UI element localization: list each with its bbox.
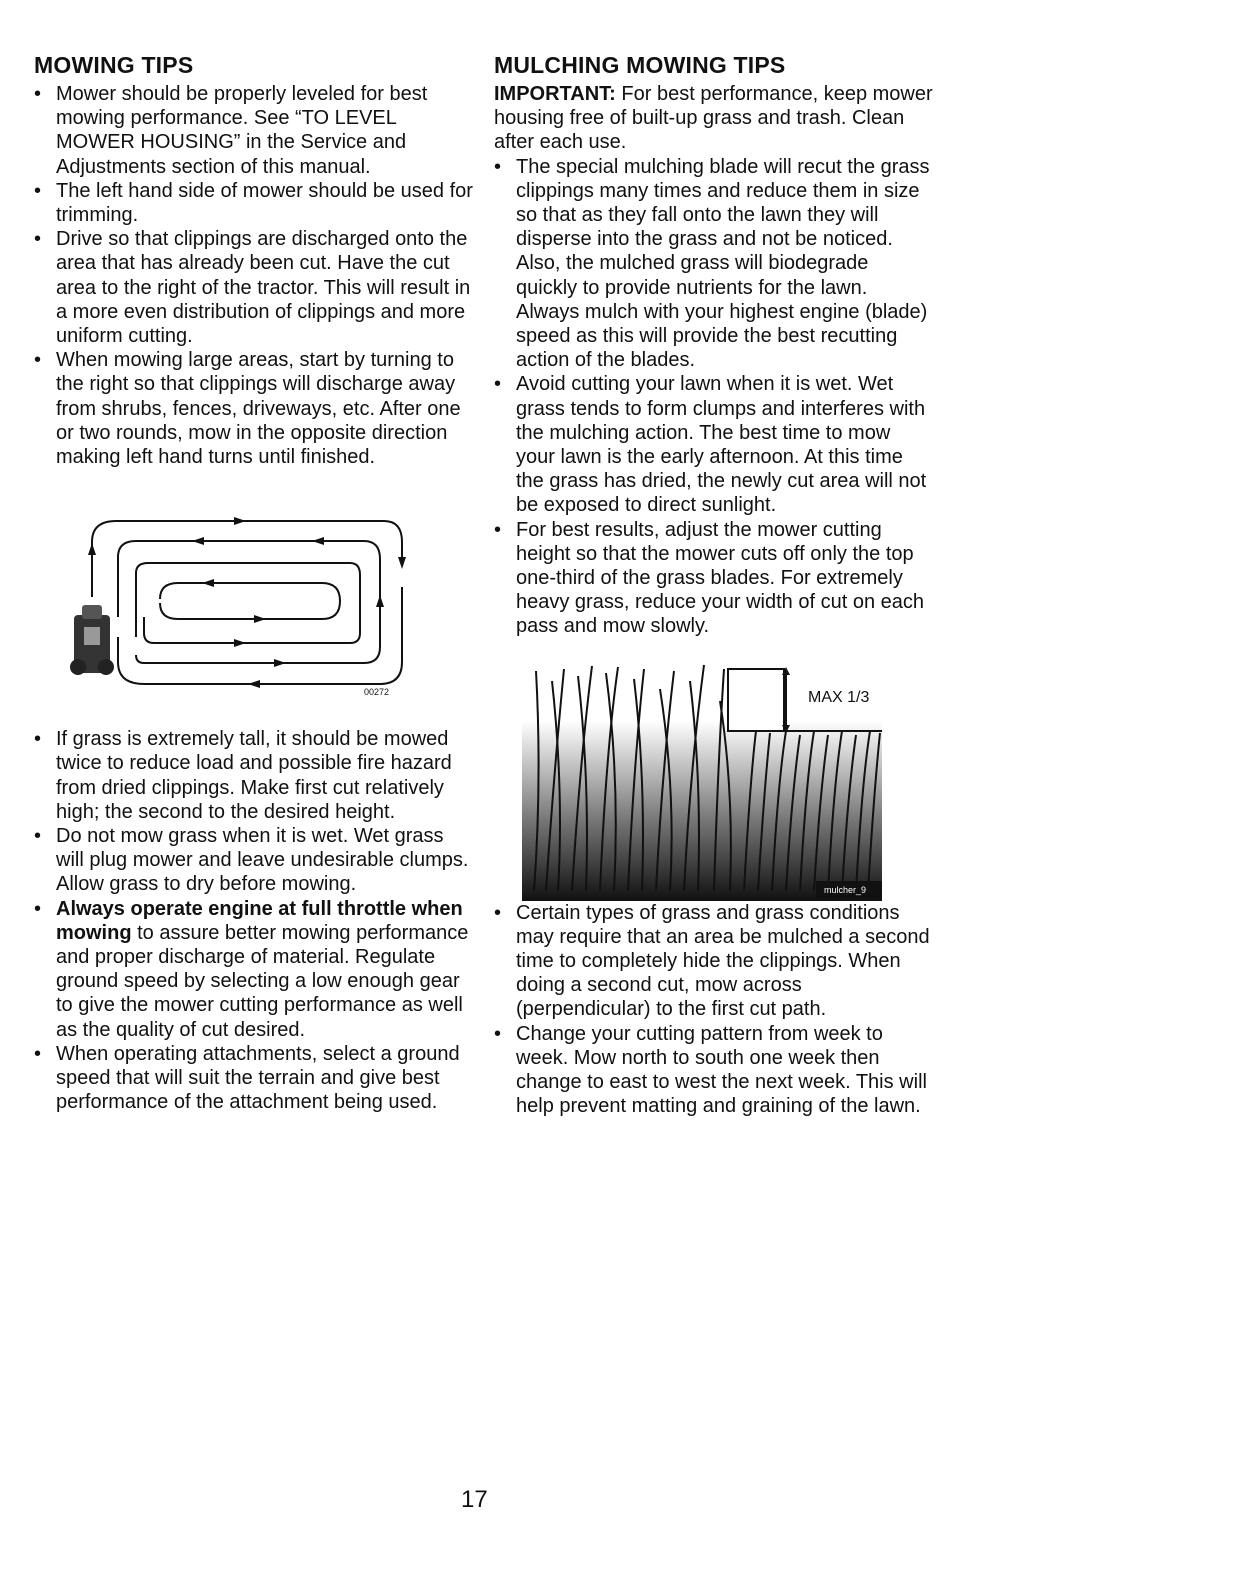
list-item: • When operating attachments, select a ground speed that will suit the terrain and give best performance of the attachment being used. [34,1042,460,1114]
bullet-icon: • [34,897,42,920]
figure-code: mulcher_9 [824,884,867,895]
bullet-icon: • [34,179,42,202]
list-item: • If grass is extremely tall, it should be mowed twice to reduce load and possible fire hazard from dried clippings. Make first cut relatively high; the second to the desired height. [34,728,452,823]
list-item: • Always operate engine at full throttle when mowing to assure better mowing performance and proper discharge of material. Regulate ground speed by selecting a low enough gear to give the mower cutting performance as well as the quality of cut desired. [34,897,469,1041]
page-number: 17 [461,1486,488,1513]
list-item: • Certain types of grass and grass conditions may require that an area be mulched a second time to completely hide the clippings. When doing a second cut, mow across (perpendicular) to the first cut path. [494,901,930,1021]
bullet-icon: • [494,1022,502,1045]
bullet-icon: • [494,518,502,541]
figure-code: 00272 [364,687,390,698]
mowing-pattern-svg [34,497,474,727]
left-column [34,50,474,1115]
list-item: • The special mulching blade will recut the grass clippings many times and reduce them in size so that as they fall onto the lawn they will disperse into the grass and not be noticed. Also, the mulched grass will biodegrade quickly to provide nutrients for the lawn. Always mulch with your highest engine (blade) speed as this will provide the best recutting action of the blades. [494,155,930,372]
list-item: • Drive so that clippings are discharged onto the area that has already been cut. Have the cut area to the right of the tractor. This will result in a more even distribution of clippings and more uniform cutting. [34,228,471,348]
bullet-icon: • [34,825,42,848]
tractor-icon [70,605,114,675]
right-column [494,50,934,1119]
bullet-icon: • [34,83,42,105]
bullet-icon: • [494,901,502,924]
mulching-tips-list [494,155,934,639]
bullet-icon: • [494,373,502,396]
mowing-pattern-diagram [34,497,474,727]
important-label: IMPORTANT: [494,83,616,105]
list-item: • When mowing large areas, start by turning to the right so that clippings will discharge away from shrubs, fences, driveways, etc. After one or two rounds, mow in the opposite direction making left hand turns until finished. [34,349,461,469]
bullet-icon: • [34,1042,42,1065]
bullet-icon: • [34,228,42,251]
list-item: • Change your cutting pattern from week to week. Mow north to south one week then change to east to west the next week. This will help prevent matting and graining of the lawn. [494,1022,927,1118]
mulching-tips-list-2 [494,901,934,1119]
bullet-icon: • [34,728,42,751]
important-note: IMPORTANT: For best performance, keep mower housing free of built-up grass and trash. Clean after each use. [494,83,933,154]
max-third-label: MAX 1/3 [808,688,870,706]
list-item: • Avoid cutting your lawn when it is wet. Wet grass tends to form clumps and interferes with the mulching action. The best time to mow your lawn is the early afternoon. At this time the grass has dried, the newly cut area will not be exposed to direct sunlight. [494,373,927,517]
bullet-icon: • [34,349,42,372]
list-item: • The left hand side of mower should be used for trimming. [34,179,473,227]
list-item: • Mower should be properly leveled for best mowing performance. See “TO LEVEL MOWER HOUSING” in the Service and Adjustments section of this manual. [34,83,428,178]
mowing-tips-heading: MOWING TIPS [34,52,194,78]
list-item: • Do not mow grass when it is wet. Wet grass will plug mower and leave undesirable clumps. Allow grass to dry before mowing. [34,825,469,896]
mowing-tips-list-2 [34,727,474,1114]
throttle-warning: Always operate engine at full throttle when mowing [56,897,463,944]
mowing-tips-list [34,82,474,469]
list-item: • For best results, adjust the mower cutting height so that the mower cuts off only the top one-third of the grass blades. For extremely heavy grass, reduce your width of cut on each pass and mow slowly. [494,518,925,638]
mulching-tips-heading: MULCHING MOWING TIPS [494,52,786,78]
grass-height-diagram [494,661,934,901]
bullet-icon: • [494,155,502,178]
